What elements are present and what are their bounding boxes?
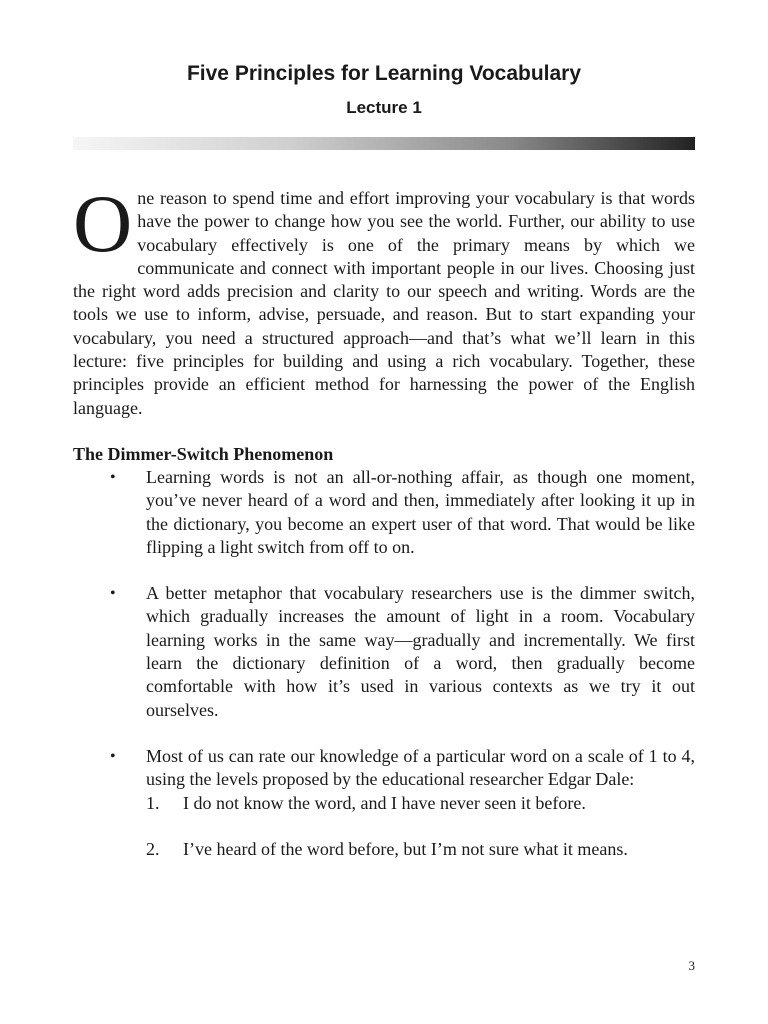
intro-paragraph: [73, 178, 695, 420]
level-text: I do not know the word, and I have never seen it before.: [183, 792, 586, 813]
page-number: 3: [688, 958, 695, 973]
level-number: 2.: [146, 838, 160, 859]
bullet-text: A better metaphor that vocabulary researchers use is the dimmer switch, which gradually increases the amount of light in a room. Vocabulary learning works in the same way—gradually and incrementally. We first learn the dictionary definition of a word, then gradually become comfortable with how it’s used in various contexts as we try it out ourselves.: [146, 583, 695, 720]
section-heading: The Dimmer-Switch Phenomenon: [73, 444, 334, 464]
bullet-text: Learning words is not an all-or-nothing affair, as though one moment, you’ve never heard of a word and then, immediately after looking it up in the dictionary, you become an expert user of that word. That would be like flipping a light switch from off to on.: [146, 467, 695, 557]
level-item: [146, 838, 695, 861]
level-text: I’ve heard of the word before, but I’m not sure what it means.: [183, 838, 628, 859]
level-item: [146, 792, 695, 815]
bullet-icon: •: [110, 585, 116, 603]
intro-text: ne reason to spend time and effort improving your vocabulary is that words have the power to change how you see the world. Further, our ability to use vocabulary effectively is one of the primary means by which we communicate and connect with important people in our lives. Choosing just the right word adds precision and clarity to our speech and writing. Words are the tools we use to inform, advise, persuade, and reason. But to start expanding your vocabulary, you need a structured approach—and that’s what we’ll learn in this lecture: five principles for building and using a rich vocabulary. Together, these principles provide an efficient method for harnessing the power of the English language.: [73, 188, 695, 418]
gradient-divider: [73, 137, 695, 150]
bullet-list: [73, 466, 695, 884]
bullet-item: [73, 582, 695, 722]
bullet-icon: •: [110, 469, 116, 486]
level-number: 1.: [146, 792, 160, 813]
page-title: Five Principles for Learning Vocabulary: [186, 62, 582, 85]
bullet-item: [73, 745, 695, 861]
bullet-icon: •: [110, 747, 116, 765]
lecture-subtitle: Lecture 1: [346, 98, 422, 117]
bullet-item: [73, 466, 695, 559]
drop-cap: O: [73, 178, 133, 269]
bullet-text: Most of us can rate our knowledge of a particular word on a scale of 1 to 4, using the levels proposed by the educational researcher Edgar Dale:: [146, 745, 695, 790]
level-list: [146, 792, 695, 862]
